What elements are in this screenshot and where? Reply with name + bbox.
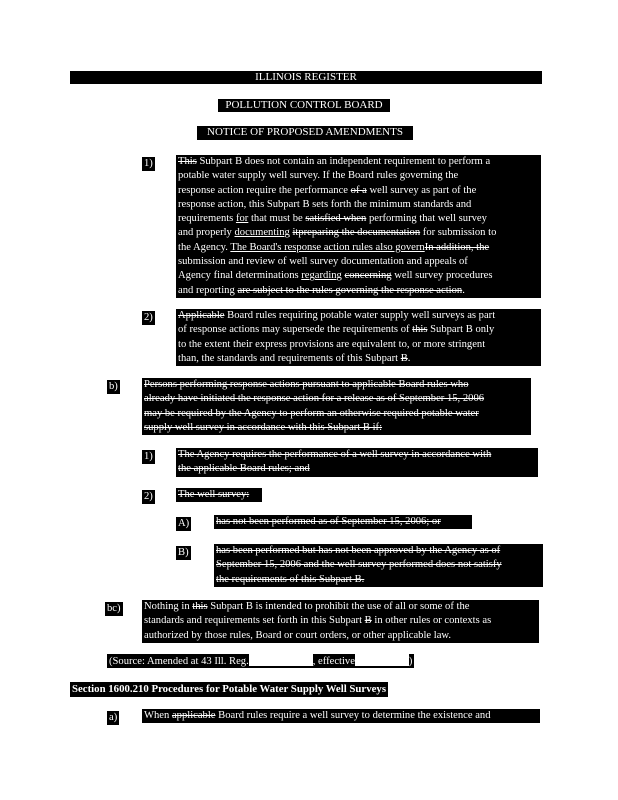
item-b1-label: 1): [144, 451, 153, 462]
item-b2b-paragraph: [214, 544, 543, 587]
deleted-text: satisfied when: [305, 213, 367, 225]
text-segment: .: [407, 352, 411, 364]
source-prefix: (Source: Amended at 43 Ill. Reg.: [109, 656, 249, 667]
deleted-text: are subject to the rules governing the response action: [237, 284, 463, 296]
deleted-text: already have initiated the response action for a release as of September 15, 2006: [144, 393, 485, 405]
item-a-lines: [144, 709, 538, 723]
item-c-label: bc): [107, 603, 121, 614]
text-line: [178, 198, 539, 212]
item-b2-label: 2): [144, 491, 153, 502]
text-line: [178, 323, 539, 337]
item-c-lines: [144, 600, 537, 643]
text-line: [178, 338, 539, 352]
deleted-text: this: [192, 601, 208, 612]
text-line: [178, 226, 539, 240]
text-line: [144, 614, 537, 628]
text-line: [144, 600, 537, 614]
deleted-text: concerning: [344, 270, 392, 282]
text-line: [178, 448, 536, 462]
source-line: [107, 654, 414, 668]
source-date-blank: [355, 654, 409, 666]
text-line: [216, 558, 541, 572]
text-line: [178, 212, 539, 226]
text-segment: standards and requirements set forth in this Subpart: [144, 615, 365, 627]
text-line: [178, 462, 536, 476]
deleted-text: of a: [350, 184, 367, 196]
text-line: [178, 241, 539, 255]
item-b-lines: [144, 378, 529, 435]
text-line: [178, 255, 539, 269]
text-line: [178, 352, 539, 366]
deleted-text: September 15, 2006 and the well survey performed does not satisfy: [216, 559, 502, 571]
deleted-text: Applicable: [178, 310, 225, 321]
text-segment: in other rules or contexts as: [371, 615, 492, 627]
item-2-paragraph: [176, 309, 541, 366]
item-b-paragraph: [142, 378, 531, 435]
text-segment: requirements: [178, 213, 236, 225]
text-segment: submission and review of well survey documentation and appeals of: [178, 256, 468, 268]
text-segment: than, the standards and requirements of this Subpart: [178, 352, 401, 364]
text-line: [178, 488, 260, 502]
text-segment: of response actions may supersede the requirements of: [178, 324, 413, 336]
board-title: POLLUTION CONTROL BOARD: [218, 99, 390, 112]
text-line: [216, 573, 541, 587]
source-reg-blank: [249, 654, 313, 666]
text-segment: Subpart B does not contain an independent requirement to perform a: [196, 156, 491, 167]
item-b2a-label: A): [178, 518, 190, 529]
inserted-text: The Board's response action rules also govern: [230, 241, 425, 253]
item-b2a-paragraph: [214, 515, 472, 529]
text-segment: for submission to: [420, 227, 497, 239]
item-a-paragraph: [142, 709, 540, 723]
text-segment: Subpart B is intended to prohibit the use of all or some of the: [207, 601, 470, 612]
text-segment: the Agency.: [178, 241, 231, 253]
text-segment: Subpart B only: [427, 324, 495, 336]
text-line: [144, 378, 529, 392]
item-b2b-lines: [216, 544, 541, 587]
text-segment: When: [144, 710, 172, 721]
item-1-paragraph: [176, 155, 541, 298]
item-b2-paragraph: [176, 488, 262, 502]
item-b1-lines: [178, 448, 536, 477]
notice-title: NOTICE OF PROPOSED AMENDMENTS: [197, 126, 413, 140]
text-segment: Nothing in: [144, 601, 193, 612]
register-header: [70, 71, 542, 84]
text-segment: .: [462, 284, 465, 296]
deleted-text: The well survey:: [178, 489, 250, 500]
deleted-text: the requirements of this Subpart B.: [216, 573, 365, 585]
item-b2a-lines: [216, 515, 470, 529]
text-line: [178, 155, 539, 169]
item-b1-paragraph: [176, 448, 538, 477]
source-close: ): [408, 656, 413, 667]
text-segment: and properly: [178, 227, 235, 239]
text-segment: authorized by those rules, Board or court orders, or other applicable law.: [144, 629, 452, 641]
text-segment: well survey as part of the: [366, 184, 477, 196]
section-heading: Section 1600.210 Procedures for Potable Water Supply Well Surveys: [72, 683, 387, 695]
text-segment: potable water supply well survey. If the Board rules governing the: [178, 170, 459, 182]
text-segment: response action require the performance: [178, 184, 351, 196]
source-effective: , effective: [312, 656, 355, 667]
item-b2b-label: B): [178, 547, 189, 558]
item-2-lines: [178, 309, 539, 366]
register-title: ILLINOIS REGISTER: [255, 71, 357, 83]
inserted-text: regarding: [301, 270, 342, 282]
text-line: [178, 184, 539, 198]
inserted-text: for: [235, 213, 249, 225]
text-segment: Board rules requiring potable water supply well surveys as part: [224, 310, 496, 321]
deleted-text: this: [412, 324, 428, 336]
deleted-text: has not been performed as of September 15, 2006; or: [216, 516, 441, 527]
deleted-text: may be required by the Agency to perform an otherwise required potable water: [144, 407, 479, 419]
text-line: [216, 515, 470, 529]
item-b2-lines: [178, 488, 260, 502]
item-2-label: 2): [144, 312, 153, 323]
text-line: [216, 544, 541, 558]
text-line: [144, 709, 538, 723]
text-line: [144, 407, 529, 421]
text-line: [178, 284, 539, 298]
text-line: [144, 392, 529, 406]
deleted-text: Persons performing response actions pursuant to applicable Board rules who: [144, 379, 469, 390]
deleted-text: itpreparing the documentation: [292, 227, 421, 239]
item-c-paragraph: [142, 600, 539, 643]
text-segment: Board rules require a well survey to determine the existence and: [215, 710, 491, 721]
text-segment: to the extent their express provisions are equivalent to, or more stringent: [178, 338, 486, 350]
text-segment: well survey procedures: [391, 270, 493, 282]
deleted-text: This: [178, 156, 197, 167]
deleted-text: has been performed but has not been approved by the Agency as of: [216, 545, 501, 556]
item-b-label: b): [109, 381, 118, 392]
deleted-text: the applicable Board rules; and: [178, 463, 310, 475]
text-line: [144, 421, 529, 435]
text-line: [178, 309, 539, 323]
text-segment: that must be: [248, 213, 306, 225]
item-1-lines: [178, 155, 539, 298]
deleted-text: B: [364, 615, 372, 627]
deleted-text: supply well survey in accordance with this Subpart B if:: [144, 421, 383, 433]
text-line: [144, 629, 537, 643]
deleted-text: applicable: [171, 710, 216, 721]
text-segment: response action, this Subpart B sets forth the minimum standards and: [178, 198, 472, 210]
inserted-text: documenting: [234, 227, 290, 239]
deleted-text: In addition, the: [424, 241, 490, 253]
text-line: [178, 269, 539, 283]
text-line: [178, 169, 539, 183]
text-segment: Agency final determinations: [178, 270, 302, 282]
text-segment: and reporting: [178, 284, 238, 296]
item-a-label: a): [109, 712, 118, 723]
deleted-text: B: [400, 352, 408, 364]
deleted-text: The Agency requires the performance of a well survey in accordance with: [178, 449, 492, 460]
text-segment: performing that well survey: [366, 213, 487, 225]
item-1-label: 1): [144, 158, 153, 169]
